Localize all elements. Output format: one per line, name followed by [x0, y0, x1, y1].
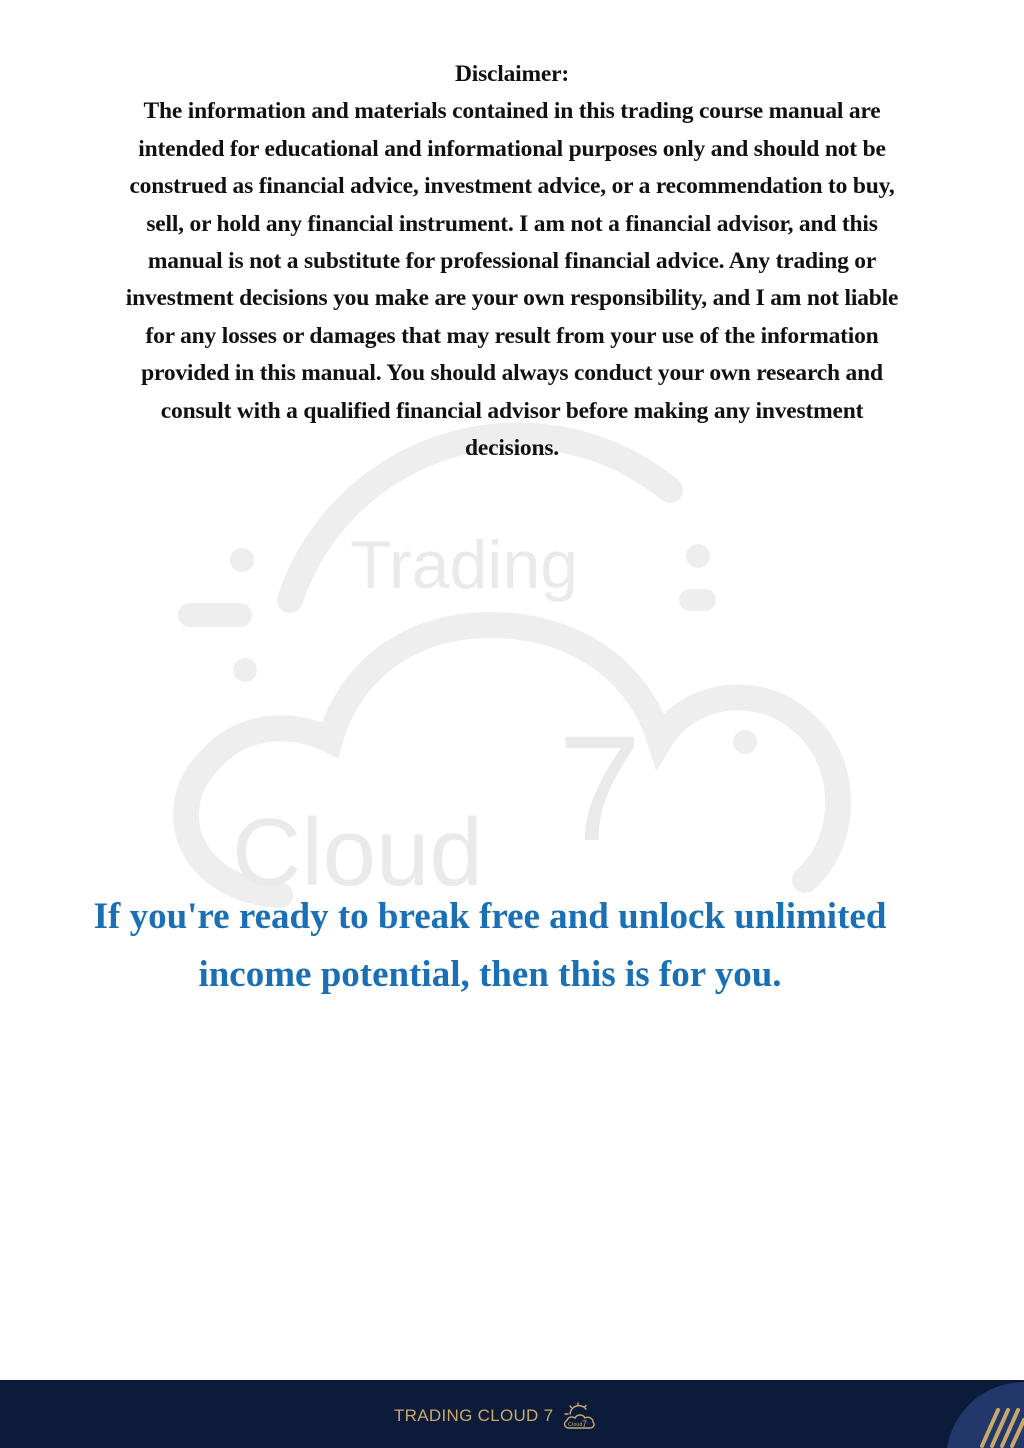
- watermark-number: 7: [558, 704, 642, 872]
- watermark-logo: [150, 420, 910, 920]
- corner-stripes-decoration: [940, 1380, 1024, 1448]
- footer-brand: [394, 1402, 597, 1430]
- footer-brand-text: TRADING CLOUD 7: [394, 1406, 554, 1425]
- footer-bar: [0, 1380, 1024, 1448]
- disclaimer-section: [120, 56, 904, 467]
- disclaimer-heading: Disclaimer:: [455, 61, 569, 87]
- watermark-word-bottom: Cloud: [232, 799, 483, 906]
- logo-number: 7: [582, 1419, 588, 1429]
- disclaimer-body: The information and materials contained in this trading course manual are intended for educational and informational purposes only and should not be construed as financial advice, investment advice, or a recommendation to buy, sell, or hold any financial instrument. I am not a financial advisor, and this manual is not a substitute for professional financial advice. Any trading or investment decisions you make are your own responsibility, and I am not liable for any losses or damages that may result from your use of the information provided in this manual. You should always conduct your own research and consult with a qualified financial advisor before making any investment decisions.: [125, 98, 899, 462]
- cloud-sun-logo-icon: [561, 1401, 597, 1431]
- cta-text: If you're ready to break free and unlock unlimited income potential, then this is for you.: [93, 896, 887, 995]
- watermark-word-top: Trading: [350, 527, 579, 603]
- logo-word: Cloud: [568, 1422, 583, 1428]
